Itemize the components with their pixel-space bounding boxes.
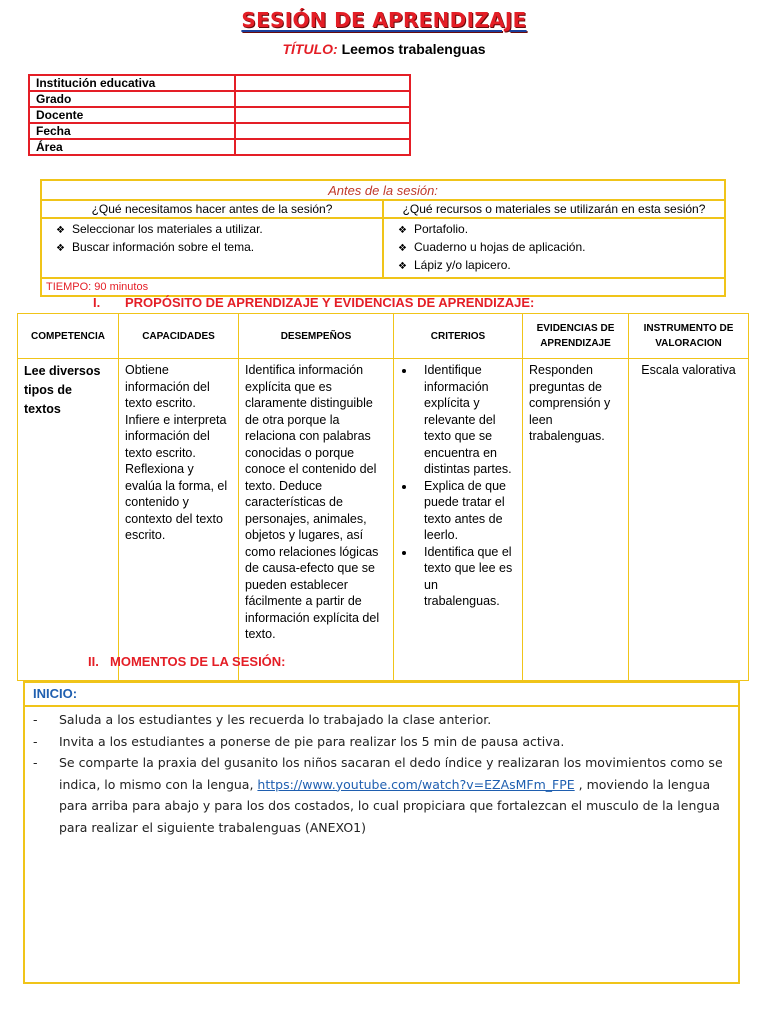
cell-instrumento: Escala valorativa <box>629 359 749 681</box>
col-header-evidencias: EVIDENCIAS DE APRENDIZAJE <box>523 314 629 359</box>
section-title: MOMENTOS DE LA SESIÓN: <box>110 654 286 669</box>
info-value[interactable] <box>235 123 410 139</box>
col-header-competencia: COMPETENCIA <box>18 314 119 359</box>
page-title: SESIÓN DE APRENDIZAJE <box>241 8 527 32</box>
info-value[interactable] <box>235 75 410 91</box>
list-item: - Se comparte la praxia del gusanito los niños sacaran el dedo índice y realizaran los movimientos como se indica, lo mismo con la lengua, https://www.youtube.com/watch?v=EZAsMFm_FPE , moviendo la lengua para arriba para abajo y para los dos costados, lo cual propiciara que fortalezcan el musculo de la lengua para realizar el siguiente trabalenguas (ANEXO1) <box>33 752 728 838</box>
list-item: ❖ Seleccionar los materiales a utilizar. <box>56 221 378 239</box>
cell-capacidades: Obtiene información del texto escrito. Infiere e interpreta información del texto escrito. Reflexiona y evalúa la forma, el contenido y contexto del texto escrito. <box>119 359 239 681</box>
col-header-instrumento: INSTRUMENTO DE VALORACION <box>629 314 749 359</box>
list-item: ❖ Cuaderno u hojas de aplicación. <box>398 239 720 257</box>
dash-bullet: - <box>33 712 38 727</box>
inicio-body <box>25 707 738 838</box>
section-title: PROPÓSITO DE APRENDIZAJE Y EVIDENCIAS DE APRENDIZAJE: <box>125 295 535 310</box>
proposito-table <box>17 313 749 681</box>
info-row-grado <box>29 91 410 107</box>
list-item: ❖ Portafolio. <box>398 221 720 239</box>
info-row-institucion <box>29 75 410 91</box>
session-subtitle <box>0 41 768 57</box>
list-item: - Invita a los estudiantes a ponerse de pie para realizar los 5 min de pausa activa. <box>33 731 728 753</box>
youtube-link[interactable]: https://www.youtube.com/watch?v=EZAsMFm_FPE <box>257 776 575 792</box>
inicio-box <box>23 681 740 984</box>
table-row <box>18 359 749 681</box>
info-value[interactable] <box>235 91 410 107</box>
list-item: - Saluda a los estudiantes y les recuerda lo trabajado la clase anterior. <box>33 709 728 731</box>
inicio-header: INICIO: <box>25 683 738 707</box>
info-table <box>28 74 411 156</box>
subtitle-text: Leemos trabalenguas <box>341 41 486 57</box>
antes-sesion-table <box>40 179 726 297</box>
section-heading-1 <box>93 295 534 310</box>
antes-col-2 <box>383 218 725 278</box>
info-value[interactable] <box>235 107 410 123</box>
list-item: ❖ Buscar información sobre el tema. <box>56 239 378 257</box>
cell-evidencias: Responden preguntas de comprensión y leen trabalenguas. <box>523 359 629 681</box>
info-row-area <box>29 139 410 155</box>
cell-criterios <box>394 359 523 681</box>
info-row-fecha <box>29 123 410 139</box>
antes-col-1 <box>41 218 383 278</box>
cell-desempenos: Identifica información explícita que es claramente distinguible de otra porque la relaciona con palabras conocidas o porque conoce el contenido del texto. Deduce características de personajes, animales, objetos y lugares, así como relaciones lógicas de causa-efecto que se pueden establecer fácilmente a partir de información explícita del texto. <box>239 359 394 681</box>
list-item: ❖ Lápiz y/o lapicero. <box>398 257 720 275</box>
section-number: II. <box>88 654 99 669</box>
subtitle-separator: : <box>333 41 338 57</box>
col-header-desempenos: DESEMPEÑOS <box>239 314 394 359</box>
subtitle-label: TÍTULO <box>282 41 334 57</box>
info-row-docente <box>29 107 410 123</box>
list-item: • Identifica que el texto que lee es un trabalenguas. <box>416 544 516 610</box>
section-heading-2 <box>88 654 286 669</box>
antes-header: Antes de la sesión: <box>41 180 725 200</box>
diamond-bullet-icon: ❖ <box>56 225 65 236</box>
col-header-capacidades: CAPACIDADES <box>119 314 239 359</box>
list-item: • Identifique información explícita y relevante del texto que se encuentra en distintas partes. <box>416 362 516 478</box>
info-key: Docente <box>29 107 235 123</box>
dash-bullet: - <box>33 733 38 749</box>
info-key: Fecha <box>29 123 235 139</box>
cell-competencia: Lee diversos tipos de textos <box>18 359 119 681</box>
diamond-bullet-icon: ❖ <box>56 243 65 254</box>
antes-question-1: ¿Qué necesitamos hacer antes de la sesión? <box>41 200 383 218</box>
diamond-bullet-icon: ❖ <box>398 261 407 272</box>
info-key: Institución educativa <box>29 75 235 91</box>
info-value[interactable] <box>235 139 410 155</box>
info-key: Grado <box>29 91 235 107</box>
dash-bullet: - <box>33 755 38 770</box>
section-number: I. <box>93 295 101 310</box>
session-time: TIEMPO: 90 minutos <box>41 278 725 296</box>
col-header-criterios: CRITERIOS <box>394 314 523 359</box>
diamond-bullet-icon: ❖ <box>398 225 407 236</box>
list-item: • Explica de que puede tratar el texto antes de leerlo. <box>416 478 516 544</box>
info-key: Área <box>29 139 235 155</box>
diamond-bullet-icon: ❖ <box>398 243 407 254</box>
antes-question-2: ¿Qué recursos o materiales se utilizarán en esta sesión? <box>383 200 725 218</box>
